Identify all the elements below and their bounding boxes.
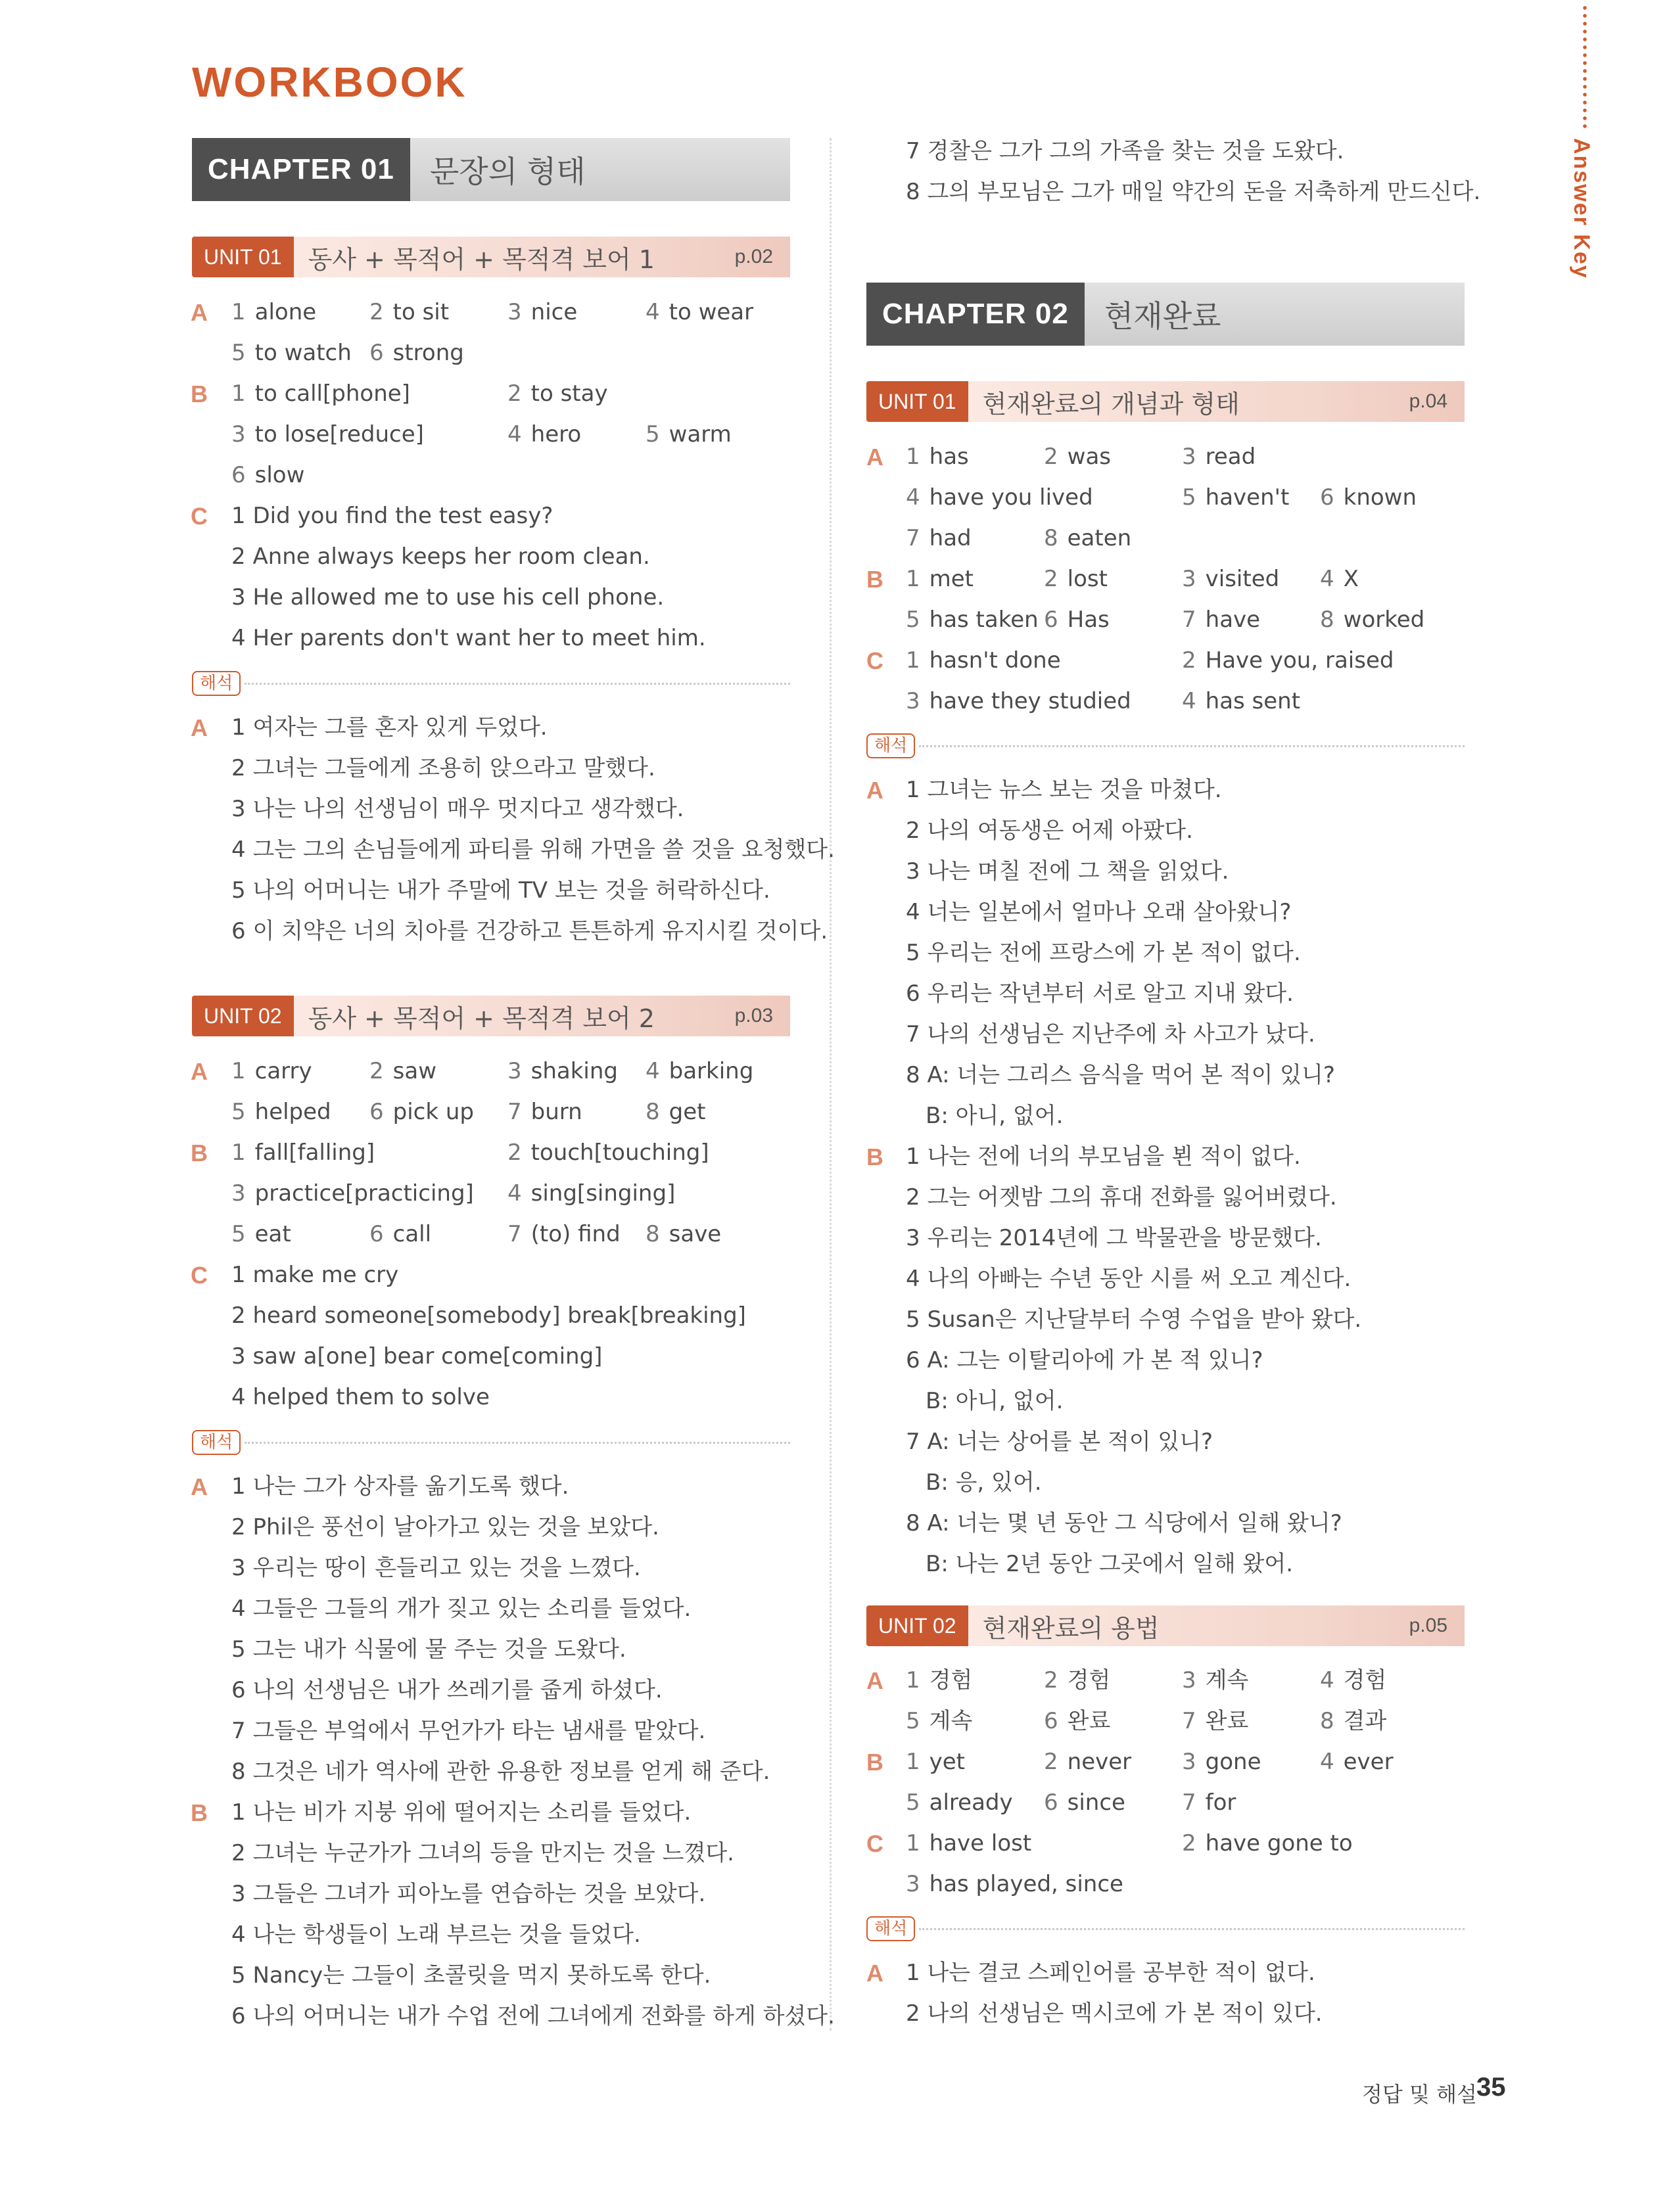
answer-item: 1 met bbox=[906, 566, 974, 592]
answer-sentence: 2 heard someone[somebody] break[breaking] bbox=[231, 1302, 746, 1329]
dotted-line-decoration bbox=[1583, 4, 1587, 129]
translation-line: 1 그녀는 뉴스 보는 것을 마쳤다. bbox=[906, 777, 1222, 803]
translation-line: 5 우리는 전에 프랑스에 가 본 적이 없다. bbox=[906, 940, 1301, 966]
translation-line: 4 그들은 그들의 개가 짖고 있는 소리를 들었다. bbox=[231, 1596, 692, 1622]
answer-item: 8 eaten bbox=[1044, 525, 1132, 551]
translation-divider bbox=[192, 1429, 790, 1456]
translation-line: 4 그는 그의 손님들에게 파티를 위해 가면을 쓸 것을 요청했다. bbox=[231, 837, 835, 863]
answer-item: 6 pick up bbox=[369, 1099, 474, 1125]
translation-divider bbox=[866, 733, 1465, 759]
unit-page: p.05 bbox=[1409, 1615, 1447, 1636]
translation-line: 7 A: 너는 상어를 본 적이 있니? bbox=[906, 1429, 1213, 1455]
section-label-a: A bbox=[866, 444, 883, 471]
answer-item: 2 never bbox=[1044, 1749, 1132, 1775]
section-label-b: B bbox=[191, 380, 208, 407]
footer-label: 정답 및 해설 bbox=[1362, 2082, 1477, 2107]
translation-line: 1 나는 비가 지붕 위에 떨어지는 소리를 들었다. bbox=[231, 1799, 692, 1826]
translation-line: B: 아니, 없어. bbox=[926, 1388, 1064, 1414]
section-label-c: C bbox=[191, 1262, 208, 1289]
translation-tag: 해석 bbox=[866, 733, 915, 758]
chapter-02-header bbox=[866, 283, 1465, 346]
answer-key-label: Answer Key bbox=[1569, 138, 1594, 279]
section-label-a: A bbox=[191, 714, 208, 741]
answer-item: 5 has taken bbox=[906, 607, 1039, 633]
unit-number: UNIT 02 bbox=[866, 1605, 968, 1646]
section-label-c: C bbox=[191, 503, 208, 530]
unit-number: UNIT 01 bbox=[866, 381, 968, 422]
translation-line: 8 그것은 네가 역사에 관한 유용한 정보를 얻게 해 준다. bbox=[231, 1759, 770, 1785]
translation-line: 2 그는 어젯밤 그의 휴대 전화를 잃어버렸다. bbox=[906, 1184, 1337, 1210]
chapter-title: 문장의 형태 bbox=[410, 138, 790, 201]
translation-line: 6 나의 선생님은 내가 쓰레기를 줍게 하셨다. bbox=[231, 1677, 663, 1703]
answer-item: 7 for bbox=[1182, 1789, 1236, 1816]
translation-line: 1 나는 결코 스페인어를 공부한 적이 없다. bbox=[906, 1960, 1315, 1986]
translation-tag: 해석 bbox=[192, 1430, 241, 1455]
answer-item: 2 saw bbox=[369, 1058, 436, 1084]
answer-item: 1 경험 bbox=[906, 1667, 973, 1694]
answer-item: 3 visited bbox=[1182, 566, 1280, 592]
answer-item: 5 helped bbox=[231, 1099, 331, 1125]
translation-line: 8 그의 부모님은 그가 매일 약간의 돈을 저축하게 만드신다. bbox=[906, 179, 1481, 205]
unit-page: p.02 bbox=[734, 246, 773, 267]
answer-item: 7 (to) find bbox=[507, 1221, 621, 1247]
section-label-a: A bbox=[191, 299, 208, 326]
answer-item: 2 touch[touching] bbox=[507, 1140, 709, 1166]
answer-item: 4 barking bbox=[646, 1058, 754, 1084]
section-label-a: A bbox=[866, 1667, 883, 1694]
answer-item: 2 have gone to bbox=[1182, 1830, 1353, 1856]
answer-item: 3 practice[practicing] bbox=[231, 1180, 474, 1207]
translation-line: 8 A: 너는 몇 년 동안 그 식당에서 일해 왔니? bbox=[906, 1510, 1342, 1536]
answer-item: 2 was bbox=[1044, 444, 1111, 470]
chapter-01-header bbox=[192, 138, 790, 201]
answer-item: 5 계속 bbox=[906, 1708, 973, 1734]
answer-item: 3 read bbox=[1182, 444, 1256, 470]
answer-item: 4 have you lived bbox=[906, 484, 1093, 511]
answer-item: 6 완료 bbox=[1044, 1708, 1111, 1734]
answer-item: 4 X bbox=[1320, 566, 1359, 592]
chapter-title: 현재완료 bbox=[1085, 283, 1465, 346]
section-label-c: C bbox=[866, 647, 883, 674]
unit-bar bbox=[294, 996, 790, 1036]
unit-02-header bbox=[192, 996, 790, 1036]
section-label-c: C bbox=[866, 1830, 883, 1857]
column-divider bbox=[830, 138, 832, 2031]
unit-title: 동사 + 목적어 + 목적격 보어 2 bbox=[308, 1003, 655, 1033]
section-label-b: B bbox=[191, 1140, 208, 1166]
answer-item: 3 gone bbox=[1182, 1749, 1261, 1775]
unit-bar bbox=[294, 237, 790, 277]
unit-number: UNIT 02 bbox=[192, 996, 294, 1036]
unit-page: p.04 bbox=[1409, 390, 1447, 412]
section-label-a: A bbox=[191, 1473, 208, 1500]
answer-item: 5 warm bbox=[646, 421, 732, 448]
answer-item: 1 have lost bbox=[906, 1830, 1032, 1856]
section-label-b: B bbox=[866, 1749, 883, 1776]
translation-line: 4 나는 학생들이 노래 부르는 것을 들었다. bbox=[231, 1922, 641, 1948]
translation-line: 5 나의 어머니는 내가 주말에 TV 보는 것을 허락하신다. bbox=[231, 877, 770, 904]
answer-item: 4 hero bbox=[507, 421, 582, 448]
unit-number: UNIT 01 bbox=[192, 237, 294, 277]
answer-item: 6 call bbox=[369, 1221, 432, 1247]
answer-sentence: 4 helped them to solve bbox=[231, 1384, 490, 1410]
section-label-a: A bbox=[191, 1058, 208, 1085]
answer-item: 7 burn bbox=[507, 1099, 582, 1125]
answer-item: 1 hasn't done bbox=[906, 647, 1061, 674]
answer-item: 1 yet bbox=[906, 1749, 966, 1775]
answer-item: 1 to call[phone] bbox=[231, 380, 410, 407]
answer-item: 1 has bbox=[906, 444, 969, 470]
answer-sentence: 1 Did you find the test easy? bbox=[231, 503, 553, 529]
translation-line: 4 너는 일본에서 얼마나 오래 살아왔니? bbox=[906, 899, 1292, 925]
answer-item: 3 shaking bbox=[507, 1058, 619, 1084]
answer-key-side-tab bbox=[1563, 0, 1609, 289]
translation-line: B: 나는 2년 동안 그곳에서 일해 왔어. bbox=[926, 1551, 1294, 1577]
answer-sentence: 3 saw a[one] bear come[coming] bbox=[231, 1343, 603, 1370]
answer-sentence: 3 He allowed me to use his cell phone. bbox=[231, 584, 665, 611]
translation-line: 3 우리는 2014년에 그 박물관을 방문했다. bbox=[906, 1225, 1322, 1251]
answer-item: 6 slow bbox=[231, 462, 305, 488]
translation-line: 1 나는 그가 상자를 옮기도록 했다. bbox=[231, 1473, 569, 1500]
translation-line: 6 나의 어머니는 내가 수업 전에 그녀에게 전화를 하게 하셨다. bbox=[231, 2003, 835, 2029]
translation-tag: 해석 bbox=[192, 671, 241, 696]
translation-line: 1 나는 전에 너의 부모님을 뵌 적이 없다. bbox=[906, 1143, 1301, 1170]
answer-item: 8 get bbox=[646, 1099, 706, 1125]
answer-item: 8 결과 bbox=[1320, 1708, 1387, 1734]
answer-item: 6 known bbox=[1320, 484, 1417, 511]
translation-line: 2 나의 선생님은 멕시코에 가 본 적이 있다. bbox=[906, 2000, 1323, 2027]
unit-title: 동사 + 목적어 + 목적격 보어 1 bbox=[308, 244, 655, 274]
translation-line: 3 그들은 그녀가 피아노를 연습하는 것을 보았다. bbox=[231, 1881, 706, 1907]
translation-line: 2 그녀는 그들에게 조용히 앉으라고 말했다. bbox=[231, 755, 655, 781]
translation-line: 2 나의 여동생은 어제 아팠다. bbox=[906, 818, 1193, 844]
translation-line: 2 그녀는 누군가가 그녀의 등을 만지는 것을 느꼈다. bbox=[231, 1840, 734, 1866]
section-label-b: B bbox=[191, 1799, 208, 1826]
answer-item: 7 완료 bbox=[1182, 1708, 1249, 1734]
translation-tag: 해석 bbox=[866, 1916, 915, 1941]
translation-line: 1 여자는 그를 혼자 있게 두었다. bbox=[231, 714, 548, 741]
translation-line: 5 그는 내가 식물에 물 주는 것을 도왔다. bbox=[231, 1636, 626, 1663]
answer-item: 8 save bbox=[646, 1221, 722, 1247]
answer-item: 4 to wear bbox=[646, 299, 754, 325]
page-number: 35 bbox=[1476, 2073, 1506, 2102]
answer-sentence: 1 make me cry bbox=[231, 1262, 399, 1288]
translation-line: 4 나의 아빠는 수년 동안 시를 써 오고 계신다. bbox=[906, 1266, 1352, 1292]
unit-01-header bbox=[192, 237, 790, 277]
answer-item: 3 nice bbox=[507, 299, 578, 325]
translation-line: 3 나는 나의 선생님이 매우 멋지다고 생각했다. bbox=[231, 796, 684, 822]
chapter-number: CHAPTER 02 bbox=[866, 283, 1085, 346]
workbook-title: WORKBOOK bbox=[192, 58, 467, 106]
translation-line: B: 응, 있어. bbox=[926, 1469, 1042, 1496]
section-label-b: B bbox=[866, 1143, 883, 1170]
translation-line: 7 그들은 부엌에서 무언가가 타는 냄새를 맡았다. bbox=[231, 1718, 706, 1744]
answer-sentence: 4 Her parents don't want her to meet him. bbox=[231, 625, 706, 651]
answer-item: 7 have bbox=[1182, 607, 1261, 633]
unit-title: 현재완료의 개념과 형태 bbox=[982, 389, 1240, 419]
answer-item: 6 since bbox=[1044, 1789, 1125, 1816]
answer-item: 4 has sent bbox=[1182, 688, 1301, 714]
answer-item: 8 worked bbox=[1320, 607, 1425, 633]
answer-item: 3 to lose[reduce] bbox=[231, 421, 424, 448]
chapter-number: CHAPTER 01 bbox=[192, 138, 410, 201]
translation-line: 6 이 치약은 너의 치아를 건강하고 튼튼하게 유지시킬 것이다. bbox=[231, 918, 828, 944]
section-label-a: A bbox=[866, 777, 883, 804]
translation-line: 5 Susan은 지난달부터 수영 수업을 받아 왔다. bbox=[906, 1306, 1362, 1333]
answer-item: 1 fall[falling] bbox=[231, 1140, 375, 1166]
answer-item: 2 lost bbox=[1044, 566, 1108, 592]
answer-item: 5 eat bbox=[231, 1221, 291, 1247]
answer-item: 2 to sit bbox=[369, 299, 450, 325]
translation-line: B: 아니, 없어. bbox=[926, 1103, 1064, 1129]
translation-line: 3 우리는 땅이 흔들리고 있는 것을 느꼈다. bbox=[231, 1555, 641, 1581]
translation-line: 5 Nancy는 그들이 초콜릿을 먹지 못하도록 한다. bbox=[231, 1962, 711, 1989]
answer-item: 4 sing[singing] bbox=[507, 1180, 676, 1207]
unit-bar bbox=[968, 1605, 1465, 1646]
answer-item: 6 strong bbox=[369, 340, 464, 366]
unit-02-header bbox=[866, 1605, 1465, 1646]
answer-item: 6 Has bbox=[1044, 607, 1110, 633]
answer-item: 2 경험 bbox=[1044, 1667, 1111, 1694]
answer-item: 3 have they studied bbox=[906, 688, 1131, 714]
translation-line: 6 우리는 작년부터 서로 알고 지내 왔다. bbox=[906, 980, 1294, 1007]
section-label-b: B bbox=[866, 566, 883, 593]
translation-line: 2 Phil은 풍선이 날아가고 있는 것을 보았다. bbox=[231, 1514, 659, 1540]
translation-divider bbox=[866, 1916, 1465, 1942]
answer-item: 5 haven't bbox=[1182, 484, 1290, 511]
section-label-a: A bbox=[866, 1960, 883, 1987]
translation-line: 6 A: 그는 이탈리아에 가 본 적 있니? bbox=[906, 1347, 1263, 1373]
translation-line: 7 경찰은 그가 그의 가족을 찾는 것을 도왔다. bbox=[906, 138, 1344, 164]
answer-item: 4 경험 bbox=[1320, 1667, 1387, 1694]
answer-item: 1 carry bbox=[231, 1058, 312, 1084]
answer-item: 3 has played, since bbox=[906, 1871, 1123, 1897]
answer-item: 2 to stay bbox=[507, 380, 608, 407]
answer-item: 1 alone bbox=[231, 299, 317, 325]
answer-item: 4 ever bbox=[1320, 1749, 1394, 1775]
translation-line: 3 나는 며칠 전에 그 책을 읽었다. bbox=[906, 858, 1229, 885]
answer-item: 5 to watch bbox=[231, 340, 352, 366]
unit-title: 현재완료의 용법 bbox=[982, 1613, 1160, 1643]
translation-divider bbox=[192, 670, 790, 697]
translation-line: 7 나의 선생님은 지난주에 차 사고가 났다. bbox=[906, 1021, 1315, 1048]
translation-line: 8 A: 너는 그리스 음식을 먹어 본 적이 있니? bbox=[906, 1062, 1335, 1088]
unit-01-header bbox=[866, 381, 1465, 422]
answer-item: 3 계속 bbox=[1182, 1667, 1249, 1694]
answer-item: 7 had bbox=[906, 525, 972, 551]
answer-item: 2 Have you, raised bbox=[1182, 647, 1394, 674]
answer-item: 5 already bbox=[906, 1789, 1013, 1816]
unit-bar bbox=[968, 381, 1465, 422]
answer-sentence: 2 Anne always keeps her room clean. bbox=[231, 543, 650, 570]
unit-page: p.03 bbox=[734, 1005, 773, 1026]
